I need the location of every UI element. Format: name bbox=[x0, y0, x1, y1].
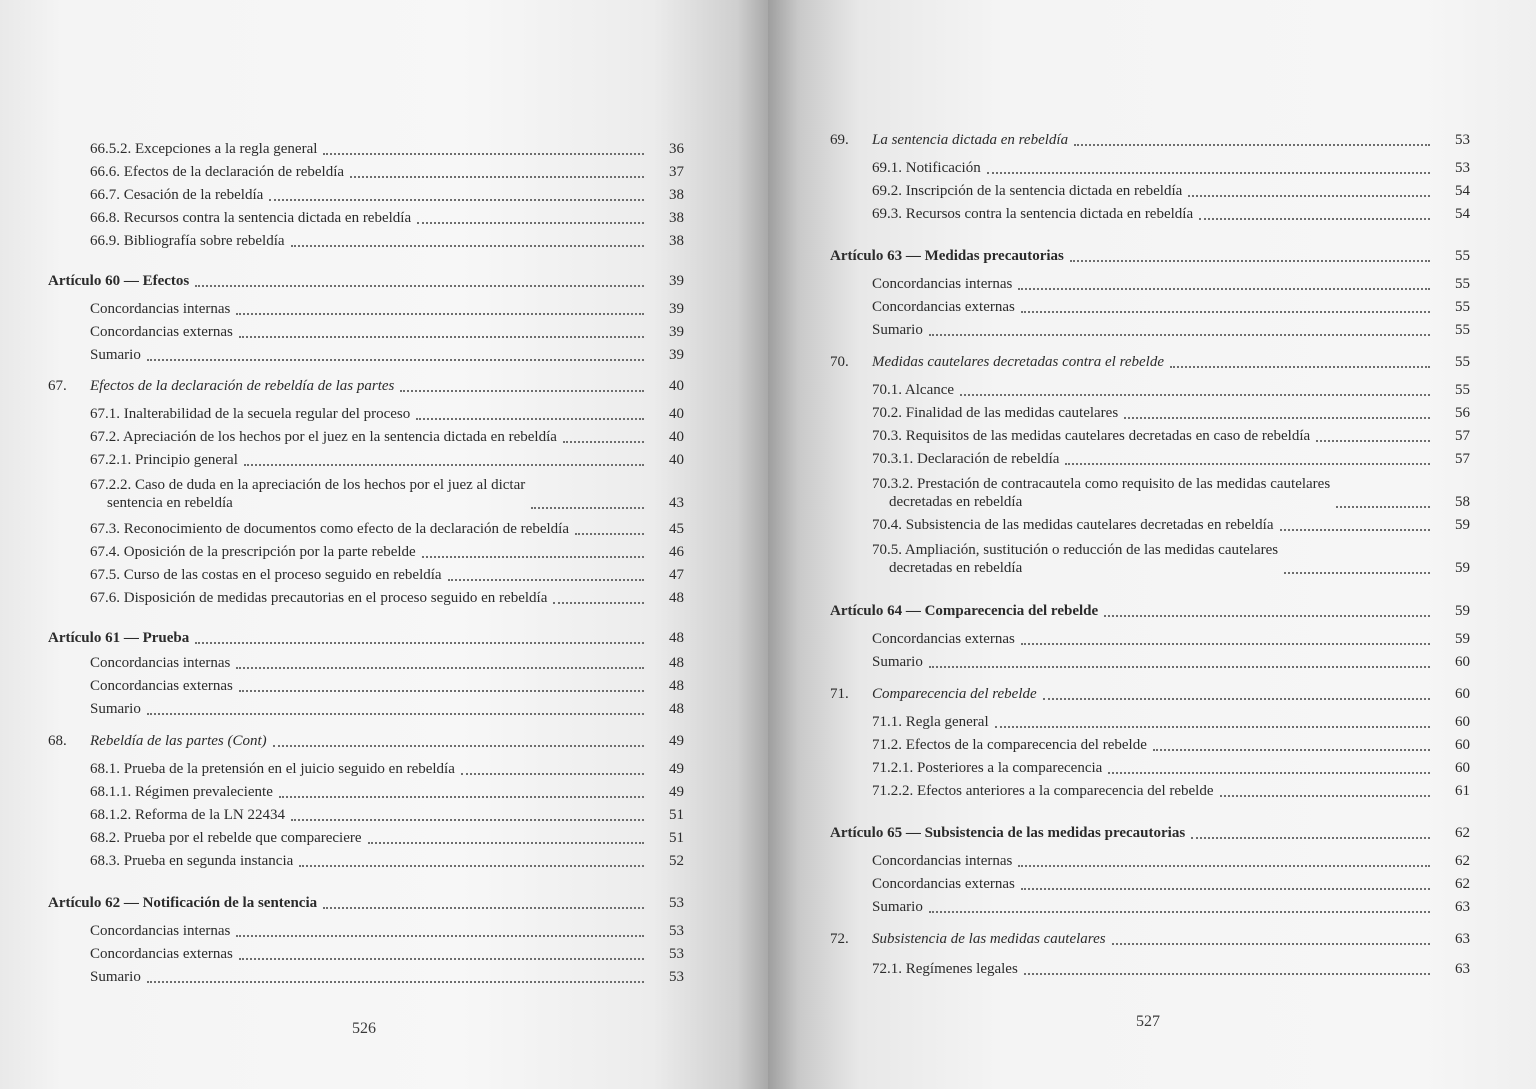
dot-leader bbox=[1284, 558, 1430, 574]
toc-entry-page-number: 36 bbox=[669, 141, 684, 157]
toc-entry-page-number: 55 bbox=[1455, 276, 1470, 292]
toc-entry-page-number: 40 bbox=[669, 406, 684, 422]
toc-entry-title: Medidas cautelares decretadas contra el rebelde bbox=[872, 354, 1165, 370]
toc-entry-page-number: 48 bbox=[669, 655, 684, 671]
toc-entry bbox=[872, 176, 1470, 200]
dot-leader bbox=[239, 676, 644, 692]
toc-entry bbox=[90, 180, 684, 204]
toc-entry-number: 69. bbox=[830, 132, 849, 148]
toc-entry-title: 67.6. Disposición de medidas precautorias en el proceso seguido en rebeldía bbox=[90, 590, 548, 606]
toc-entry bbox=[872, 375, 1470, 399]
dot-leader bbox=[1199, 204, 1430, 220]
dot-leader bbox=[553, 588, 644, 604]
dot-leader bbox=[1024, 959, 1430, 975]
toc-entry-page-number: 55 bbox=[1455, 354, 1470, 370]
dot-leader bbox=[1112, 929, 1430, 945]
toc-entry-page-number: 59 bbox=[1455, 631, 1470, 647]
toc-entry-title: Efectos de la declaración de rebeldía de las partes bbox=[90, 378, 395, 394]
toc-entry-title: Concordancias externas bbox=[872, 876, 1015, 892]
toc-entry-page-number: 48 bbox=[669, 701, 684, 717]
toc-entry bbox=[830, 347, 1470, 371]
dot-leader bbox=[1021, 297, 1430, 313]
dot-leader bbox=[448, 565, 644, 581]
toc-entry bbox=[872, 753, 1470, 777]
toc-entry-page-number: 63 bbox=[1455, 961, 1470, 977]
toc-entry bbox=[48, 371, 684, 395]
toc-entry-title: Concordancias internas bbox=[872, 853, 1013, 869]
toc-entry-title: Sumario bbox=[872, 899, 923, 915]
toc-entry-title: Artículo 65 — Subsistencia de las medidas precautorias bbox=[830, 825, 1186, 841]
toc-entry-number: 72. bbox=[830, 931, 849, 947]
dot-leader bbox=[995, 712, 1430, 728]
toc-entry-page-number: 53 bbox=[1455, 132, 1470, 148]
toc-entry-page-number: 49 bbox=[669, 784, 684, 800]
toc-entry bbox=[872, 846, 1470, 870]
toc-entry-title: 70.5. Ampliación, sustitución o reducción de las medidas cautelares bbox=[872, 542, 1279, 558]
toc-entry-page-number: 60 bbox=[1455, 654, 1470, 670]
toc-entry-title: Sumario bbox=[872, 322, 923, 338]
toc-entry bbox=[90, 134, 684, 158]
toc-entry-page-number: 62 bbox=[1455, 825, 1470, 841]
toc-entry-title: Concordancias internas bbox=[872, 276, 1013, 292]
toc-entry-page-number: 53 bbox=[669, 895, 684, 911]
toc-entry-page-number: 40 bbox=[669, 378, 684, 394]
toc-entry bbox=[90, 468, 684, 512]
toc-entry-title: 68.2. Prueba por el rebelde que compareciere bbox=[90, 830, 362, 846]
toc-entry bbox=[90, 537, 684, 561]
toc-entry-page-number: 55 bbox=[1455, 382, 1470, 398]
toc-entry-page-number: 49 bbox=[669, 733, 684, 749]
dot-leader bbox=[563, 427, 644, 443]
toc-entry-title: Artículo 63 — Medidas precautorias bbox=[830, 248, 1064, 264]
page-number-right: 527 bbox=[1136, 1013, 1160, 1030]
dot-leader bbox=[531, 493, 644, 509]
dot-leader bbox=[236, 921, 644, 937]
dot-leader bbox=[417, 208, 644, 224]
toc-entry-page-number: 55 bbox=[1455, 299, 1470, 315]
toc-entry-page-number: 39 bbox=[669, 273, 684, 289]
dot-leader bbox=[195, 628, 644, 644]
toc-entry bbox=[872, 421, 1470, 445]
toc-entry-page-number: 39 bbox=[669, 301, 684, 317]
toc-entry bbox=[872, 467, 1470, 511]
toc-entry bbox=[90, 226, 684, 250]
table-of-contents-right bbox=[768, 0, 1536, 1089]
toc-entry-title: Concordancias externas bbox=[90, 678, 233, 694]
toc-entry bbox=[830, 818, 1470, 842]
toc-entry bbox=[872, 892, 1470, 916]
toc-entry bbox=[90, 648, 684, 672]
toc-entry-title: 71.2.1. Posteriores a la comparecencia bbox=[872, 760, 1103, 776]
toc-entry bbox=[872, 954, 1470, 978]
toc-entry-page-number: 48 bbox=[669, 630, 684, 646]
toc-entry bbox=[90, 203, 684, 227]
dot-leader bbox=[273, 731, 644, 747]
toc-entry bbox=[830, 679, 1470, 703]
toc-entry-page-number: 57 bbox=[1455, 428, 1470, 444]
toc-entry bbox=[872, 776, 1470, 800]
toc-entry-title: 71.1. Regla general bbox=[872, 714, 989, 730]
dot-leader bbox=[1170, 352, 1430, 368]
toc-entry bbox=[90, 317, 684, 341]
toc-entry-page-number: 51 bbox=[669, 830, 684, 846]
toc-entry bbox=[872, 647, 1470, 671]
toc-entry-title: Sumario bbox=[90, 347, 141, 363]
dot-leader bbox=[416, 404, 644, 420]
toc-entry-title: Subsistencia de las medidas cautelares bbox=[872, 931, 1106, 947]
toc-entry bbox=[872, 707, 1470, 731]
toc-entry-title-continued: decretadas en rebeldía bbox=[889, 494, 1023, 510]
toc-entry bbox=[830, 596, 1470, 620]
dot-leader bbox=[1220, 781, 1431, 797]
toc-entry-title: 70.3. Requisitos de las medidas cautelares decretadas en caso de rebeldía bbox=[872, 428, 1311, 444]
toc-entry bbox=[872, 533, 1470, 577]
toc-entry-page-number: 60 bbox=[1455, 737, 1470, 753]
dot-leader bbox=[195, 271, 644, 287]
dot-leader bbox=[350, 162, 644, 178]
toc-entry-page-number: 39 bbox=[669, 324, 684, 340]
dot-leader bbox=[147, 967, 644, 983]
right-page bbox=[768, 0, 1536, 1089]
toc-entry bbox=[872, 153, 1470, 177]
toc-entry bbox=[90, 916, 684, 940]
toc-entry-page-number: 59 bbox=[1455, 517, 1470, 533]
dot-leader bbox=[987, 158, 1430, 174]
toc-entry-page-number: 54 bbox=[1455, 183, 1470, 199]
toc-entry bbox=[872, 269, 1470, 293]
toc-entry-title: 70.4. Subsistencia de las medidas cautelares decretadas en rebeldía bbox=[872, 517, 1274, 533]
toc-entry-page-number: 59 bbox=[1455, 560, 1470, 576]
toc-entry-page-number: 53 bbox=[1455, 160, 1470, 176]
toc-entry-page-number: 47 bbox=[669, 567, 684, 583]
toc-entry bbox=[48, 726, 684, 750]
toc-entry bbox=[90, 422, 684, 446]
toc-entry bbox=[90, 962, 684, 986]
toc-entry bbox=[872, 444, 1470, 468]
toc-entry-title: Sumario bbox=[90, 969, 141, 985]
toc-entry bbox=[90, 294, 684, 318]
toc-entry-number: 70. bbox=[830, 354, 849, 370]
dot-leader bbox=[960, 380, 1430, 396]
toc-entry bbox=[830, 241, 1470, 265]
toc-entry-page-number: 39 bbox=[669, 347, 684, 363]
toc-entry-title: Concordancias externas bbox=[872, 299, 1015, 315]
dot-leader bbox=[1108, 758, 1430, 774]
toc-entry bbox=[90, 694, 684, 718]
toc-entry-title: Rebeldía de las partes (Cont) bbox=[90, 733, 267, 749]
dot-leader bbox=[147, 699, 644, 715]
toc-entry-title: 68.3. Prueba en segunda instancia bbox=[90, 853, 294, 869]
toc-entry-page-number: 48 bbox=[669, 678, 684, 694]
toc-entry-title: Comparecencia del rebelde bbox=[872, 686, 1037, 702]
toc-entry bbox=[90, 583, 684, 607]
dot-leader bbox=[1018, 274, 1430, 290]
dot-leader bbox=[244, 450, 644, 466]
toc-entry-title: Artículo 62 — Notificación de la sentencia bbox=[48, 895, 318, 911]
dot-leader bbox=[461, 759, 644, 775]
toc-entry-page-number: 56 bbox=[1455, 405, 1470, 421]
toc-entry-page-number: 38 bbox=[669, 210, 684, 226]
toc-entry bbox=[48, 266, 684, 290]
toc-entry bbox=[90, 939, 684, 963]
toc-entry-title: 66.9. Bibliografía sobre rebeldía bbox=[90, 233, 285, 249]
toc-entry bbox=[48, 623, 684, 647]
toc-entry-title: 68.1.1. Régimen prevaleciente bbox=[90, 784, 273, 800]
toc-entry-page-number: 55 bbox=[1455, 322, 1470, 338]
toc-entry-page-number: 45 bbox=[669, 521, 684, 537]
toc-entry-title: Artículo 64 — Comparecencia del rebelde bbox=[830, 603, 1099, 619]
dot-leader bbox=[929, 652, 1430, 668]
toc-entry-title-continued: decretadas en rebeldía bbox=[889, 560, 1023, 576]
toc-entry-title: 67.5. Curso de las costas en el proceso seguido en rebeldía bbox=[90, 567, 442, 583]
toc-entry-title: Concordancias internas bbox=[90, 655, 231, 671]
dot-leader bbox=[1018, 851, 1430, 867]
dot-leader bbox=[1065, 449, 1430, 465]
toc-entry-title: 70.3.2. Prestación de contracautela como requisito de las medidas cautelares bbox=[872, 476, 1331, 492]
toc-entry bbox=[90, 445, 684, 469]
toc-entry bbox=[90, 846, 684, 870]
toc-entry-number: 67. bbox=[48, 378, 67, 394]
toc-entry-title: 68.1.2. Reforma de la LN 22434 bbox=[90, 807, 285, 823]
toc-entry-title: 71.2.2. Efectos anteriores a la comparecencia del rebelde bbox=[872, 783, 1214, 799]
toc-entry-page-number: 57 bbox=[1455, 451, 1470, 467]
dot-leader bbox=[1124, 403, 1430, 419]
toc-entry-page-number: 60 bbox=[1455, 714, 1470, 730]
toc-entry bbox=[48, 888, 684, 912]
dot-leader bbox=[323, 893, 644, 909]
toc-entry-number: 71. bbox=[830, 686, 849, 702]
toc-entry-title: 71.2. Efectos de la comparecencia del rebelde bbox=[872, 737, 1147, 753]
dot-leader bbox=[323, 139, 644, 155]
dot-leader bbox=[929, 897, 1430, 913]
toc-entry bbox=[90, 823, 684, 847]
toc-entry-title: 67.4. Oposición de la prescripción por la parte rebelde bbox=[90, 544, 416, 560]
toc-entry-title: 66.8. Recursos contra la sentencia dictada en rebeldía bbox=[90, 210, 412, 226]
toc-entry-title: Artículo 60 — Efectos bbox=[48, 273, 190, 289]
toc-entry-title: Sumario bbox=[872, 654, 923, 670]
dot-leader bbox=[239, 944, 644, 960]
toc-entry-title: 67.3. Reconocimiento de documentos como efecto de la declaración de rebeldía bbox=[90, 521, 569, 537]
toc-entry-title: 69.3. Recursos contra la sentencia dictada en rebeldía bbox=[872, 206, 1194, 222]
dot-leader bbox=[1188, 181, 1430, 197]
toc-entry bbox=[90, 800, 684, 824]
toc-entry-page-number: 59 bbox=[1455, 603, 1470, 619]
dot-leader bbox=[147, 345, 644, 361]
toc-entry-page-number: 54 bbox=[1455, 206, 1470, 222]
toc-entry-number: 68. bbox=[48, 733, 67, 749]
toc-entry bbox=[90, 399, 684, 423]
toc-entry-title: La sentencia dictada en rebeldía bbox=[872, 132, 1069, 148]
dot-leader bbox=[1316, 426, 1430, 442]
toc-entry-title: 67.2.2. Caso de duda en la apreciación de los hechos por el juez al dictar bbox=[90, 477, 526, 493]
dot-leader bbox=[575, 519, 644, 535]
toc-entry bbox=[90, 671, 684, 695]
toc-entry-title: 70.3.1. Declaración de rebeldía bbox=[872, 451, 1060, 467]
toc-entry bbox=[830, 125, 1470, 149]
toc-entry-title: 69.2. Inscripción de la sentencia dictada en rebeldía bbox=[872, 183, 1183, 199]
toc-entry-page-number: 48 bbox=[669, 590, 684, 606]
toc-entry bbox=[90, 340, 684, 364]
toc-entry bbox=[872, 315, 1470, 339]
page-number-left: 526 bbox=[352, 1020, 376, 1037]
toc-entry-page-number: 60 bbox=[1455, 686, 1470, 702]
dot-leader bbox=[929, 320, 1430, 336]
dot-leader bbox=[1280, 515, 1430, 531]
toc-entry-page-number: 49 bbox=[669, 761, 684, 777]
toc-entry-title: 67.2. Apreciación de los hechos por el juez en la sentencia dictada en rebeldía bbox=[90, 429, 557, 445]
dot-leader bbox=[239, 322, 644, 338]
toc-entry bbox=[872, 292, 1470, 316]
toc-entry-title: 66.7. Cesación de la rebeldía bbox=[90, 187, 264, 203]
dot-leader bbox=[1021, 874, 1430, 890]
toc-entry-title: 67.1. Inalterabilidad de la secuela regular del proceso bbox=[90, 406, 411, 422]
toc-entry bbox=[90, 560, 684, 584]
toc-entry bbox=[872, 869, 1470, 893]
toc-entry-page-number: 37 bbox=[669, 164, 684, 180]
toc-entry-title: Concordancias internas bbox=[90, 923, 231, 939]
toc-entry-page-number: 43 bbox=[669, 495, 684, 511]
toc-entry-page-number: 62 bbox=[1455, 853, 1470, 869]
dot-leader bbox=[1336, 492, 1430, 508]
toc-entry-title: Sumario bbox=[90, 701, 141, 717]
toc-entry-page-number: 53 bbox=[669, 923, 684, 939]
dot-leader bbox=[291, 231, 644, 247]
toc-entry-title: Artículo 61 — Prueba bbox=[48, 630, 190, 646]
toc-entry bbox=[90, 157, 684, 181]
dot-leader bbox=[279, 782, 644, 798]
toc-entry-page-number: 51 bbox=[669, 807, 684, 823]
toc-entry-page-number: 63 bbox=[1455, 899, 1470, 915]
toc-entry-page-number: 38 bbox=[669, 233, 684, 249]
toc-entry bbox=[830, 924, 1470, 948]
toc-entry-page-number: 58 bbox=[1455, 494, 1470, 510]
dot-leader bbox=[1021, 629, 1430, 645]
toc-entry-title-continued: sentencia en rebeldía bbox=[107, 495, 233, 511]
toc-entry-page-number: 40 bbox=[669, 429, 684, 445]
toc-entry-title: Concordancias internas bbox=[90, 301, 231, 317]
toc-entry-page-number: 62 bbox=[1455, 876, 1470, 892]
toc-entry-page-number: 38 bbox=[669, 187, 684, 203]
toc-entry-title: 66.6. Efectos de la declaración de rebeldía bbox=[90, 164, 345, 180]
dot-leader bbox=[400, 376, 644, 392]
toc-entry-page-number: 53 bbox=[669, 969, 684, 985]
toc-entry-title: 66.5.2. Excepciones a la regla general bbox=[90, 141, 318, 157]
dot-leader bbox=[1074, 130, 1430, 146]
dot-leader bbox=[291, 805, 644, 821]
toc-entry-page-number: 60 bbox=[1455, 760, 1470, 776]
toc-entry-page-number: 63 bbox=[1455, 931, 1470, 947]
toc-entry bbox=[872, 730, 1470, 754]
toc-entry-title: Concordancias externas bbox=[872, 631, 1015, 647]
toc-entry-title: Concordancias externas bbox=[90, 946, 233, 962]
dot-leader bbox=[1043, 684, 1430, 700]
toc-entry-page-number: 46 bbox=[669, 544, 684, 560]
dot-leader bbox=[236, 299, 644, 315]
toc-entry bbox=[90, 514, 684, 538]
toc-entry bbox=[90, 754, 684, 778]
toc-entry-title: 70.1. Alcance bbox=[872, 382, 955, 398]
toc-entry-title: 70.2. Finalidad de las medidas cautelares bbox=[872, 405, 1119, 421]
toc-entry bbox=[872, 510, 1470, 534]
toc-entry bbox=[872, 624, 1470, 648]
toc-entry-title: 69.1. Notificación bbox=[872, 160, 981, 176]
toc-entry bbox=[90, 777, 684, 801]
toc-entry-title: 67.2.1. Principio general bbox=[90, 452, 238, 468]
toc-entry bbox=[872, 199, 1470, 223]
toc-entry-page-number: 53 bbox=[669, 946, 684, 962]
toc-entry-title: Concordancias externas bbox=[90, 324, 233, 340]
toc-entry-page-number: 61 bbox=[1455, 783, 1470, 799]
dot-leader bbox=[1104, 601, 1430, 617]
toc-entry-page-number: 52 bbox=[669, 853, 684, 869]
dot-leader bbox=[269, 185, 644, 201]
dot-leader bbox=[236, 653, 644, 669]
toc-entry-page-number: 55 bbox=[1455, 248, 1470, 264]
toc-entry-title: 68.1. Prueba de la pretensión en el juicio seguido en rebeldía bbox=[90, 761, 455, 777]
toc-entry bbox=[872, 398, 1470, 422]
dot-leader bbox=[422, 542, 644, 558]
toc-entry-page-number: 40 bbox=[669, 452, 684, 468]
toc-entry-title: 72.1. Regímenes legales bbox=[872, 961, 1018, 977]
dot-leader bbox=[299, 851, 644, 867]
dot-leader bbox=[1153, 735, 1430, 751]
dot-leader bbox=[1191, 823, 1430, 839]
dot-leader bbox=[1070, 246, 1430, 262]
dot-leader bbox=[368, 828, 644, 844]
